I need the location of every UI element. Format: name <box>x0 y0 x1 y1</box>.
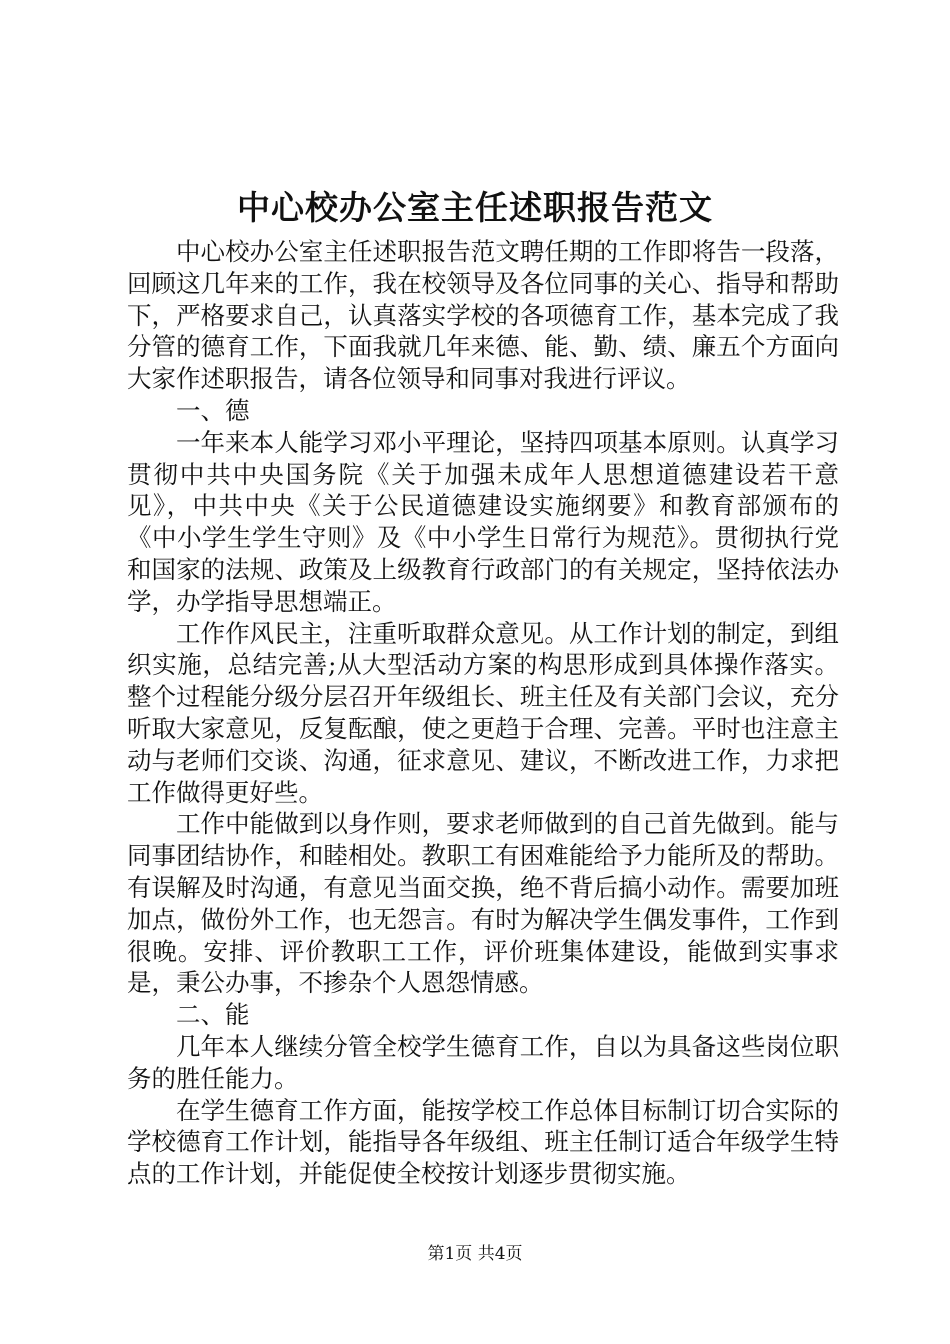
document-title: 中心校办公室主任述职报告范文 <box>237 188 713 227</box>
paragraph: 工作作风民主，注重听取群众意见。从工作计划的制定，到组织实施，总结完善;从大型活动方案的构思形成到具体操作落实。整个过程能分级分层召开年级组长、班主任及有关部门会议，充分听取大家意见，反复酝酿，使之更趋于合理、完善。平时也注意主动与老师们交谈、沟通，征求意见、建议，不断改进工作，力求把工作做得更好些。 <box>127 618 839 807</box>
page-number-footer: 第1页 共4页 <box>427 1244 523 1264</box>
paragraph: 几年本人继续分管全校学生德育工作，自以为具备这些岗位职务的胜任能力。 <box>127 1031 839 1093</box>
paragraph: 一年来本人能学习邓小平理论，坚持四项基本原则。认真学习贯彻中共中央国务院《关于加强未成年人思想道德建设若干意见》，中共中央《关于公民道德建设实施纲要》和教育部颁布的《中小学生学生守则》及《中小学生日常行为规范》。贯彻执行党和国家的法规、政策及上级教育行政部门的有关规定，坚持依法办学，办学指导思想端正。 <box>127 427 839 616</box>
paragraph-intro: 中心校办公室主任述职报告范文聘任期的工作即将告一段落，回顾这几年来的工作，我在校领导及各位同事的关心、指导和帮助下，严格要求自己，认真落实学校的各项德育工作，基本完成了我分管的德育工作，下面我就几年来德、能、勤、绩、廉五个方面向大家作述职报告，请各位领导和同事对我进行评议。 <box>127 237 839 394</box>
section-heading-de: 一、德 <box>176 395 250 425</box>
paragraph: 在学生德育工作方面，能按学校工作总体目标制订切合实际的学校德育工作计划，能指导各年级组、班主任制订适合年级学生特点的工作计划，并能促使全校按计划逐步贯彻实施。 <box>127 1095 839 1189</box>
document-body <box>127 236 839 1190</box>
section-heading-neng: 二、能 <box>176 1000 250 1030</box>
paragraph: 工作中能做到以身作则，要求老师做到的自己首先做到。能与同事团结协作，和睦相处。教职工有困难能给予力能所及的帮助。有误解及时沟通，有意见当面交换，绝不背后搞小动作。需要加班加点，做份外工作，也无怨言。有时为解决学生偶发事件，工作到很晚。安排、评价教职工工作，评价班集体建设，能做到实事求是，秉公办事，不掺杂个人恩怨情感。 <box>127 809 839 998</box>
